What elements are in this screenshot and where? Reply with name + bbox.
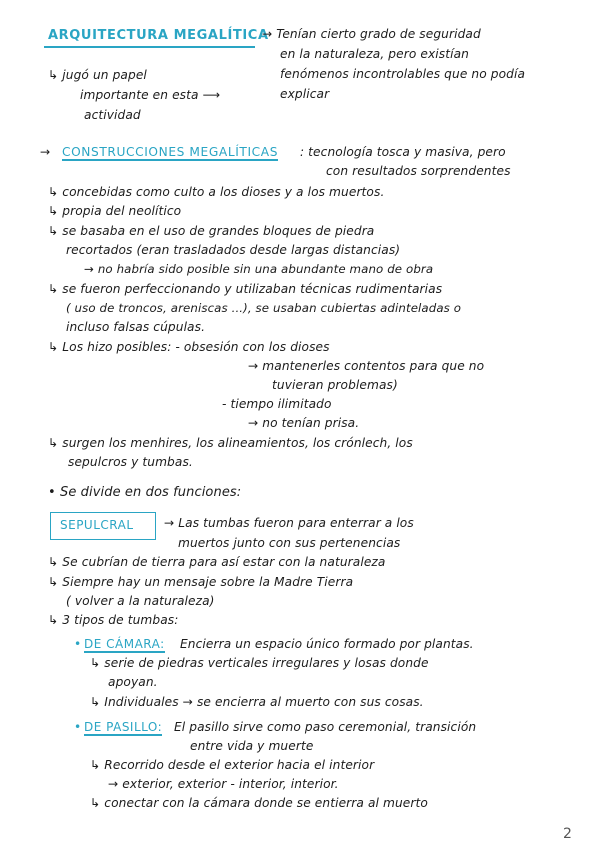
note-line: ( uso de troncos, areniscas ...), se usaban cubiertas adinteladas o bbox=[66, 301, 462, 315]
page-title: ARQUITECTURA MEGALÍTICA bbox=[48, 28, 269, 43]
sepulcral-line: ↳ Se cubrían de tierra para así estar con la naturaleza bbox=[48, 555, 386, 569]
note-line: recortados (eran trasladados desde largas distancias) bbox=[66, 243, 401, 257]
note-line: → no habría sido posible sin una abundante mano de obra bbox=[84, 262, 434, 276]
construcciones-arrow: → bbox=[40, 145, 51, 159]
role-line-1: ↳ jugó un papel bbox=[48, 68, 147, 82]
note-line: incluso falsas cúpulas. bbox=[66, 320, 206, 334]
note-line: ↳ se fueron perfeccionando y utilizaban técnicas rudimentarias bbox=[48, 282, 443, 296]
construcciones-desc-1: : tecnología tosca y masiva, pero bbox=[300, 145, 506, 159]
camara-line: ↳ serie de piedras verticales irregulares y losas donde bbox=[90, 656, 429, 670]
pasillo-line: ↳ conectar con la cámara donde se entierra al muerto bbox=[90, 796, 428, 810]
sepulcral-line: ↳ Siempre hay un mensaje sobre la Madre Tierra bbox=[48, 575, 354, 589]
note-line: → no tenían prisa. bbox=[248, 416, 360, 430]
role-line-2: importante en esta ⟶ bbox=[80, 88, 221, 102]
note-line: - tiempo ilimitado bbox=[222, 397, 332, 411]
sepulcral-desc-1: → Las tumbas fueron para enterrar a los bbox=[164, 516, 414, 530]
note-line: ↳ se basaba en el uso de grandes bloques de piedra bbox=[48, 224, 375, 238]
camara-bullet: • bbox=[74, 637, 82, 651]
sepulcral-desc-2: muertos junto con sus pertenencias bbox=[178, 536, 401, 550]
pasillo-desc-2: entre vida y muerte bbox=[190, 739, 314, 753]
title-note-3: fenómenos incontrolables que no podía bbox=[280, 67, 526, 81]
title-note-1: → Tenían cierto grado de seguridad bbox=[262, 27, 481, 41]
sepulcral-label: SEPULCRAL bbox=[60, 518, 134, 532]
camara-line: ↳ Individuales → se encierra al muerto con sus cosas. bbox=[90, 695, 424, 709]
pasillo-line: ↳ Recorrido desde el exterior hacia el interior bbox=[90, 758, 375, 772]
role-line-3: actividad bbox=[84, 108, 141, 122]
pasillo-line: → exterior, exterior - interior, interior. bbox=[108, 777, 339, 791]
title-note-2: en la naturaleza, pero existían bbox=[280, 47, 469, 61]
pasillo-bullet: • bbox=[74, 720, 82, 734]
page-number: 2 bbox=[563, 826, 573, 842]
note-line: sepulcros y tumbas. bbox=[68, 455, 193, 469]
note-line: ↳ surgen los menhires, los alineamientos, los crónlech, los bbox=[48, 436, 413, 450]
note-line: ↳ propia del neolítico bbox=[48, 204, 182, 218]
note-line: → mantenerles contentos para que no bbox=[248, 359, 485, 373]
camara-line: apoyan. bbox=[108, 675, 158, 689]
sepulcral-line: ↳ 3 tipos de tumbas: bbox=[48, 613, 179, 627]
note-line: tuvieran problemas) bbox=[272, 378, 398, 392]
camara-label: DE CÁMARA: bbox=[84, 637, 165, 651]
construcciones-heading: CONSTRUCCIONES MEGALÍTICAS bbox=[62, 145, 279, 159]
pasillo-label: DE PASILLO: bbox=[84, 720, 163, 734]
sepulcral-line: ( volver a la naturaleza) bbox=[66, 594, 215, 608]
camara-desc: Encierra un espacio único formado por plantas. bbox=[180, 637, 474, 651]
divide-heading: • Se divide en dos funciones: bbox=[48, 485, 242, 500]
title-note-4: explicar bbox=[280, 87, 330, 101]
pasillo-desc-1: El pasillo sirve como paso ceremonial, transición bbox=[174, 720, 477, 734]
note-line: ↳ Los hizo posibles: - obsesión con los dioses bbox=[48, 340, 330, 354]
construcciones-desc-2: con resultados sorprendentes bbox=[326, 164, 511, 178]
note-line: ↳ concebidas como culto a los dioses y a los muertos. bbox=[48, 185, 385, 199]
